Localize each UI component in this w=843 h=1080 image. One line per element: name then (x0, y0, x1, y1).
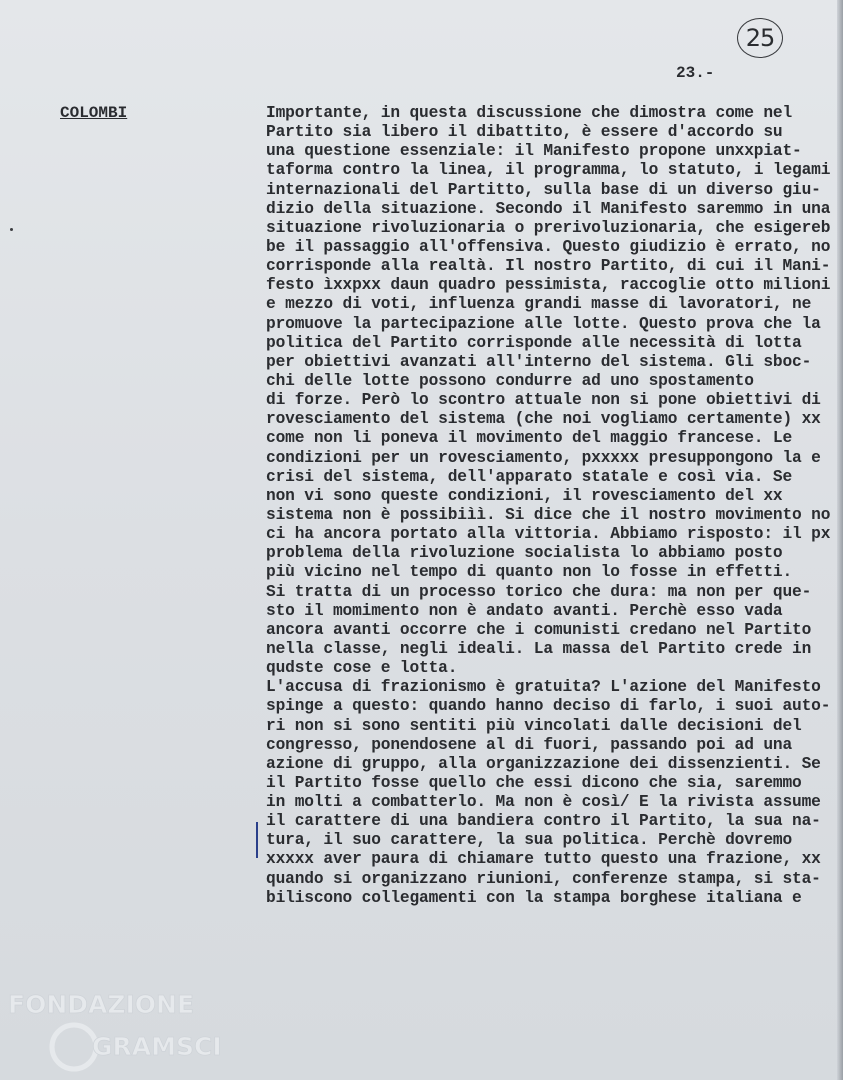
text-line: Si tratta di un processo torico che dura: ma non per que- (266, 582, 812, 601)
text-line: Importante, in questa discussione che dimostra come nel (266, 104, 793, 122)
text-line: ci ha ancora portato alla vittoria. Abbiamo risposto: il px (266, 525, 831, 544)
text-line: come non li poneva il movimento del maggio francese. Le (266, 429, 793, 448)
text-line: politica del Partito corrisponde alle necessità di lotta (266, 333, 802, 352)
margin-annotation-bar (256, 822, 258, 858)
text-line: una questione essenziale: il Manifesto propone unxxpiat- (266, 142, 802, 161)
text-line: xxxxx aver paura di chiamare tutto questo una frazione, xx (266, 850, 821, 869)
text-line: ancora avanti occorre che i comunisti credano nel Partito (266, 620, 812, 639)
text-line: nella classe, negli ideali. La massa del Partito crede in (266, 639, 812, 658)
text-line: be il passaggio all'offensiva. Questo giudizio è errato, no (266, 237, 831, 256)
text-line: qudste cose e lotta. (266, 659, 458, 678)
text-line: condizioni per un rovesciamento, pxxxxx presuppongono la e (266, 448, 821, 467)
watermark-line2: GRAMSCI (92, 1032, 222, 1061)
text-line: il carattere di una bandiera contro il Partito, la sua na- (266, 812, 821, 831)
text-line: azione di gruppo, alla organizzazione dei dissenzienti. Se (266, 754, 821, 773)
text-line: corrisponde alla realtà. Il nostro Partito, di cui il Mani- (266, 257, 831, 276)
text-line: non vi sono queste condizioni, il rovesciamento del xx (266, 486, 783, 505)
text-line: tura, il suo carattere, la sua politica. Perchè dovremo (266, 831, 793, 850)
text-line: più vicino nel tempo di quanto non lo fosse in effetti. (266, 563, 793, 582)
text-line: festo ìxxpxx daun quadro pessimista, raccoglie otto milioni (266, 276, 831, 295)
speaker-name: COLOMBI (60, 104, 128, 122)
text-line: Partito sia libero il dibattito, è essere d'accordo su (266, 123, 783, 142)
text-line: biliscono collegamenti con la stampa borghese italiana e (266, 888, 802, 907)
text-line: taforma contro la linea, il programma, lo statuto, i legami (266, 161, 831, 180)
text-line: promuove la partecipazione alle lotte. Questo prova che la (266, 314, 821, 333)
text-line: quando si organizzano riunioni, conferenze stampa, si sta- (266, 869, 821, 888)
text-line: per obiettivi avanzati all'interno del sistema. Gli sboc- (266, 352, 812, 371)
text-line: congresso, ponendosene al di fuori, passando poi ad una (266, 735, 793, 754)
text-line: in molti a combatterlo. Ma non è così/ E la rivista assume (266, 793, 821, 812)
text-line: situazione rivoluzionaria o prerivoluzionaria, che esigereb (266, 218, 831, 237)
text-line: sto il momimento non è andato avanti. Perchè esso vada (266, 601, 783, 620)
text-line: dizio della situazione. Secondo il Manifesto saremmo in una (266, 199, 831, 218)
text-line: e mezzo di voti, influenza grandi masse di lavoratori, ne (266, 295, 812, 314)
text-line: rovesciamento del sistema (che noi vogliamo certamente) xx (266, 410, 821, 429)
page-number: 23.- (676, 64, 715, 82)
margin-dot (10, 228, 13, 231)
watermark-line1: FONDAZIONE (8, 990, 195, 1019)
text-line: L'accusa di frazionismo è gratuita? L'azione del Manifesto (266, 678, 821, 697)
text-line: chi delle lotte possono condurre ad uno spostamento (266, 371, 754, 390)
text-line: di forze. Però lo scontro attuale non si pone obiettivi di (266, 391, 821, 410)
text-line: crisi del sistema, dell'apparato statale e così via. Se (266, 467, 793, 486)
text-line: internazionali del Partitto, sulla base di un diverso giu- (266, 180, 821, 199)
watermark-ring-icon (52, 1025, 96, 1069)
body-text (266, 104, 843, 908)
text-line: ri non si sono sentiti più vincolati dalle decisioni del (266, 716, 802, 735)
text-line: sistema non è possibiìì. Si dice che il nostro movimento no (266, 505, 831, 524)
watermark-logo (4, 985, 244, 1075)
watermark-svg (4, 985, 244, 1075)
text-line: spinge a questo: quando hanno deciso di farlo, i suoi auto- (266, 697, 831, 716)
folio-number: 25 (737, 18, 783, 58)
text-line: il Partito fosse quello che essi dicono che sia, saremmo (266, 773, 802, 792)
text-line: problema della rivoluzione socialista lo abbiamo posto (266, 544, 783, 563)
